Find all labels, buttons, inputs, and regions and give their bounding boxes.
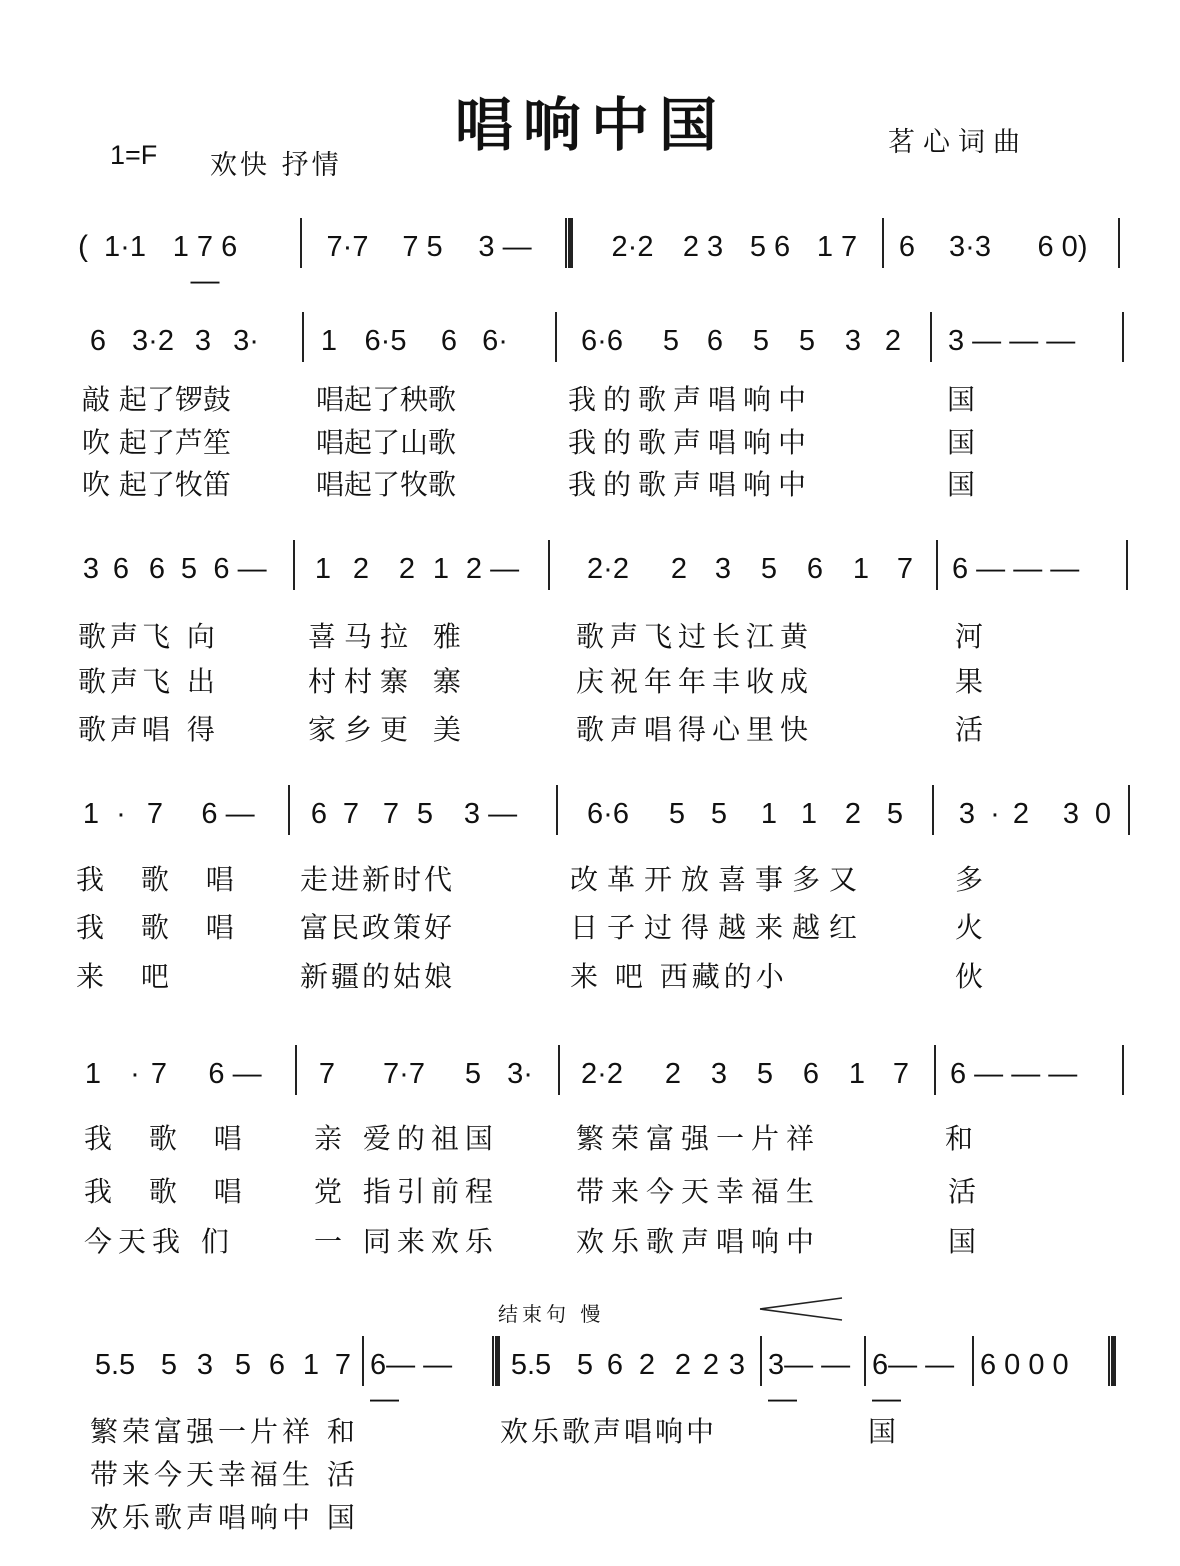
staff-1 — [0, 312, 1180, 372]
author-credit: 茗心词曲 — [888, 127, 1028, 158]
note: · — [130, 1058, 140, 1090]
note: 1 — [320, 325, 338, 357]
note: 6·5 — [364, 325, 407, 357]
note: 6 — [606, 1349, 624, 1381]
lyrics-4-verse-1 — [0, 1117, 1180, 1159]
note: 3· — [233, 325, 259, 357]
note: 6 — [806, 553, 824, 585]
note: 5 — [668, 798, 686, 830]
note: 3 — [1062, 798, 1080, 830]
note: 1·1 — [104, 231, 146, 263]
note: 5 — [886, 798, 904, 830]
lyrics-4-verse-3 — [0, 1220, 1180, 1262]
lyric: 来 吧 西藏的小 — [570, 960, 788, 993]
note: 2·2 — [611, 231, 654, 263]
lyric: 伙 — [955, 960, 984, 993]
lyric: 歌声唱得心里快 — [576, 713, 815, 746]
note: 6 — [112, 553, 130, 585]
lyric: 活 — [955, 713, 984, 746]
note: 3— — — — [768, 1349, 851, 1415]
note: 6 — [802, 1058, 820, 1090]
note: · — [116, 798, 126, 830]
note: 6· — [482, 325, 508, 357]
lyric: 一 同来欢乐 — [314, 1225, 499, 1258]
note: 0 — [1094, 798, 1112, 830]
barline — [1122, 1045, 1124, 1095]
lyric: 我 歌 唱 — [76, 863, 248, 896]
note: 7 — [892, 1058, 910, 1090]
barline — [760, 1336, 762, 1386]
lyric: 我 歌 唱 — [84, 1122, 256, 1155]
crescendo-hairpin — [758, 1296, 844, 1322]
note: 1 — [314, 553, 332, 585]
lyric: 富民政策好 — [300, 911, 456, 944]
intro-staff — [0, 218, 1180, 297]
note: 1 — [82, 798, 100, 830]
lyric: 欢乐歌声唱响中 — [500, 1415, 718, 1448]
note: 3 — [958, 798, 976, 830]
final-barline — [1108, 1336, 1116, 1386]
note: 1 — [84, 1058, 102, 1090]
lyric: 火 — [955, 911, 984, 944]
ending-lyrics-3 — [0, 1496, 1180, 1538]
lyric: 果 — [955, 665, 984, 698]
note: · — [990, 798, 1000, 830]
barline — [293, 540, 295, 590]
note: 2 — [1012, 798, 1030, 830]
note: 1 — [848, 1058, 866, 1090]
staff-2 — [0, 540, 1180, 600]
lyrics-2-verse-1 — [0, 615, 1180, 657]
note: 1 — [852, 553, 870, 585]
barline — [1118, 218, 1120, 268]
note: 7·7 — [326, 231, 369, 263]
song-title: 唱响中国 — [455, 91, 728, 159]
barline — [295, 1045, 297, 1095]
lyric: 唱起了山歌 — [316, 426, 457, 459]
note: 1 — [302, 1349, 320, 1381]
lyrics-3-verse-2 — [0, 906, 1180, 948]
staff-3 — [0, 785, 1180, 845]
lyrics-3-verse-1 — [0, 858, 1180, 900]
lyric: 欢乐歌声唱响中 国 — [90, 1501, 359, 1534]
note: 5 — [710, 798, 728, 830]
note: 6 — [89, 325, 107, 357]
lyrics-3-verse-3 — [0, 955, 1180, 997]
lyric: 家乡更 美 — [308, 713, 469, 746]
lyric: 我 歌 唱 — [76, 911, 248, 944]
lyric: 唱起了牧歌 — [316, 468, 457, 501]
note: 6·6 — [587, 798, 629, 830]
lyric: 改革开放喜事多又 — [570, 863, 867, 896]
barline — [362, 1336, 364, 1386]
lyric: 吹 起了牧笛 — [82, 468, 231, 501]
note: 6 — [706, 325, 724, 357]
note: 5 — [798, 325, 816, 357]
note: 2 — [670, 553, 688, 585]
lyric: 国 — [947, 468, 976, 501]
note: 1 7 6 — — [172, 231, 238, 297]
lyric: 党 指引前程 — [314, 1175, 499, 1208]
note: 2 — [702, 1349, 720, 1381]
note: 2 — [884, 325, 902, 357]
barline — [558, 1045, 560, 1095]
barline — [288, 785, 290, 835]
barline — [548, 540, 550, 590]
note: 5.5 — [94, 1349, 136, 1381]
note: 2 3 — [682, 231, 724, 263]
lyric: 歌声飞 向 — [78, 620, 219, 653]
tempo-marking: 欢快 抒情 — [210, 150, 342, 181]
lyric: 河 — [955, 620, 984, 653]
note: 7 — [334, 1349, 352, 1381]
note: 7 — [382, 798, 400, 830]
note: 6 0 0 0 — [980, 1349, 1069, 1381]
repeat-end-barline — [492, 1336, 500, 1386]
note: 6 — [310, 798, 328, 830]
note: 2 — [638, 1349, 656, 1381]
barline — [556, 785, 558, 835]
lyric: 国 — [868, 1415, 897, 1448]
lyric: 亲 爱的祖国 — [314, 1122, 499, 1155]
note: 6 — [268, 1349, 286, 1381]
note: 5 — [160, 1349, 178, 1381]
note: 1 7 — [816, 231, 858, 263]
lyric: 走进新时代 — [300, 863, 456, 896]
note: 5 — [234, 1349, 252, 1381]
lyric: 唱起了秧歌 — [316, 383, 457, 416]
note: 7 — [318, 1058, 336, 1090]
lyric: 我的歌声唱响中 — [568, 468, 814, 501]
lyric: 和 — [945, 1122, 974, 1155]
note: 3 — [196, 1349, 214, 1381]
lyric: 带来今天幸福生 活 — [90, 1458, 359, 1491]
ending-marking: 结束句 慢 — [498, 1302, 605, 1326]
note: 5 — [752, 325, 770, 357]
note: 2 — — [465, 553, 520, 585]
ending-lyrics-1 — [0, 1410, 1180, 1452]
lyrics-2-verse-2 — [0, 660, 1180, 702]
note: 6 — — [213, 553, 267, 585]
note: 5 — [180, 553, 198, 585]
note: 3 — — — — [948, 325, 1076, 357]
lyrics-1-verse-2 — [0, 421, 1180, 463]
lyric: 我的歌声唱响中 — [568, 426, 814, 459]
note: 5 — [760, 553, 778, 585]
note: 1 — [432, 553, 450, 585]
note: 3 — — [463, 798, 518, 830]
note: 6·6 — [581, 325, 623, 357]
lyric: 今天我 们 — [84, 1225, 235, 1258]
intro-paren: ( — [78, 230, 88, 263]
barline — [882, 218, 884, 268]
lyric: 歌声飞 出 — [78, 665, 219, 698]
barline — [1128, 785, 1130, 835]
note: 5 — [416, 798, 434, 830]
lyric: 歌声唱 得 — [78, 713, 219, 746]
note: 3· — [507, 1058, 533, 1090]
lyric: 歌声飞过长江黄 — [576, 620, 815, 653]
barline — [936, 540, 938, 590]
repeat-barline — [565, 218, 573, 268]
note: 3·3 — [949, 231, 991, 263]
lyric: 日子过得越来越红 — [570, 911, 867, 944]
lyric: 带来今天幸福生 — [576, 1175, 822, 1208]
note: 6 — — [208, 1058, 262, 1090]
barline — [932, 785, 934, 835]
barline — [934, 1045, 936, 1095]
lyric: 国 — [947, 426, 976, 459]
barline — [864, 1336, 866, 1386]
note: 6 — — [201, 798, 255, 830]
lyric: 吹 起了芦笙 — [82, 426, 231, 459]
lyric: 国 — [948, 1225, 977, 1258]
lyric: 繁荣富强一片祥 和 — [90, 1415, 359, 1448]
note: 2 — [352, 553, 370, 585]
key-signature: 1=F — [110, 140, 158, 170]
barline — [300, 218, 302, 268]
barline — [972, 1336, 974, 1386]
staff-4 — [0, 1045, 1180, 1105]
barline — [1122, 312, 1124, 362]
note: 5.5 — [510, 1349, 552, 1381]
note: 2 — [844, 798, 862, 830]
note: 6 — [148, 553, 166, 585]
note: 2·2 — [587, 553, 629, 585]
barline — [555, 312, 557, 362]
note: 3 — — [478, 231, 532, 263]
note: 5 — [576, 1349, 594, 1381]
lyric: 喜马拉 雅 — [308, 620, 469, 653]
note: 1 — [800, 798, 818, 830]
note: 3 — [710, 1058, 728, 1090]
note: 6 — [898, 231, 916, 263]
note: 5 — [662, 325, 680, 357]
lyric: 多 — [955, 863, 984, 896]
note: 3 — [728, 1349, 746, 1381]
lyric: 欢乐歌声唱响中 — [576, 1225, 822, 1258]
lyric: 我的歌声唱响中 — [568, 383, 814, 416]
note: 2 — [674, 1349, 692, 1381]
lyrics-2-verse-3 — [0, 708, 1180, 750]
lyric: 我 歌 唱 — [84, 1175, 256, 1208]
note: 2 — [398, 553, 416, 585]
barline — [1126, 540, 1128, 590]
note: 7 — [146, 798, 164, 830]
note: 6 — — — — [950, 1058, 1078, 1090]
note: 1 — [760, 798, 778, 830]
lyric: 活 — [948, 1175, 977, 1208]
note: 5 6 — [749, 231, 791, 263]
note: 6— — — — [872, 1349, 955, 1415]
lyric: 村村寨 寨 — [308, 665, 469, 698]
note: 7 — [150, 1058, 168, 1090]
note: 2·2 — [581, 1058, 623, 1090]
lyric: 繁荣富强一片祥 — [576, 1122, 822, 1155]
note: 5 — [464, 1058, 482, 1090]
note: 3 — [82, 553, 100, 585]
note: 7·7 — [383, 1058, 425, 1090]
note: 3·2 — [132, 325, 174, 357]
lyrics-4-verse-2 — [0, 1170, 1180, 1212]
lyric: 庆祝年年丰收成 — [576, 665, 815, 698]
note: 6 0) — [1037, 231, 1088, 263]
note: 2 — [664, 1058, 682, 1090]
note: 3 — [844, 325, 862, 357]
note: 7 — [896, 553, 914, 585]
barline — [302, 312, 304, 362]
note: 6 — [440, 325, 458, 357]
note: 6— — — — [370, 1349, 453, 1415]
note: 7 — [342, 798, 360, 830]
lyric: 国 — [947, 383, 976, 416]
note: 7 5 — [402, 231, 443, 263]
note: 6 — — — — [952, 553, 1080, 585]
note: 5 — [756, 1058, 774, 1090]
ending-staff — [0, 1336, 1180, 1415]
lyrics-1-verse-3 — [0, 463, 1180, 505]
lyric: 新疆的姑娘 — [300, 960, 456, 993]
ending-lyrics-2 — [0, 1453, 1180, 1495]
note: 3 — [194, 325, 212, 357]
barline — [930, 312, 932, 362]
lyric: 敲 起了锣鼓 — [82, 383, 231, 416]
lyric: 来 吧 — [76, 960, 183, 993]
note: 3 — [714, 553, 732, 585]
lyrics-1-verse-1 — [0, 378, 1180, 420]
